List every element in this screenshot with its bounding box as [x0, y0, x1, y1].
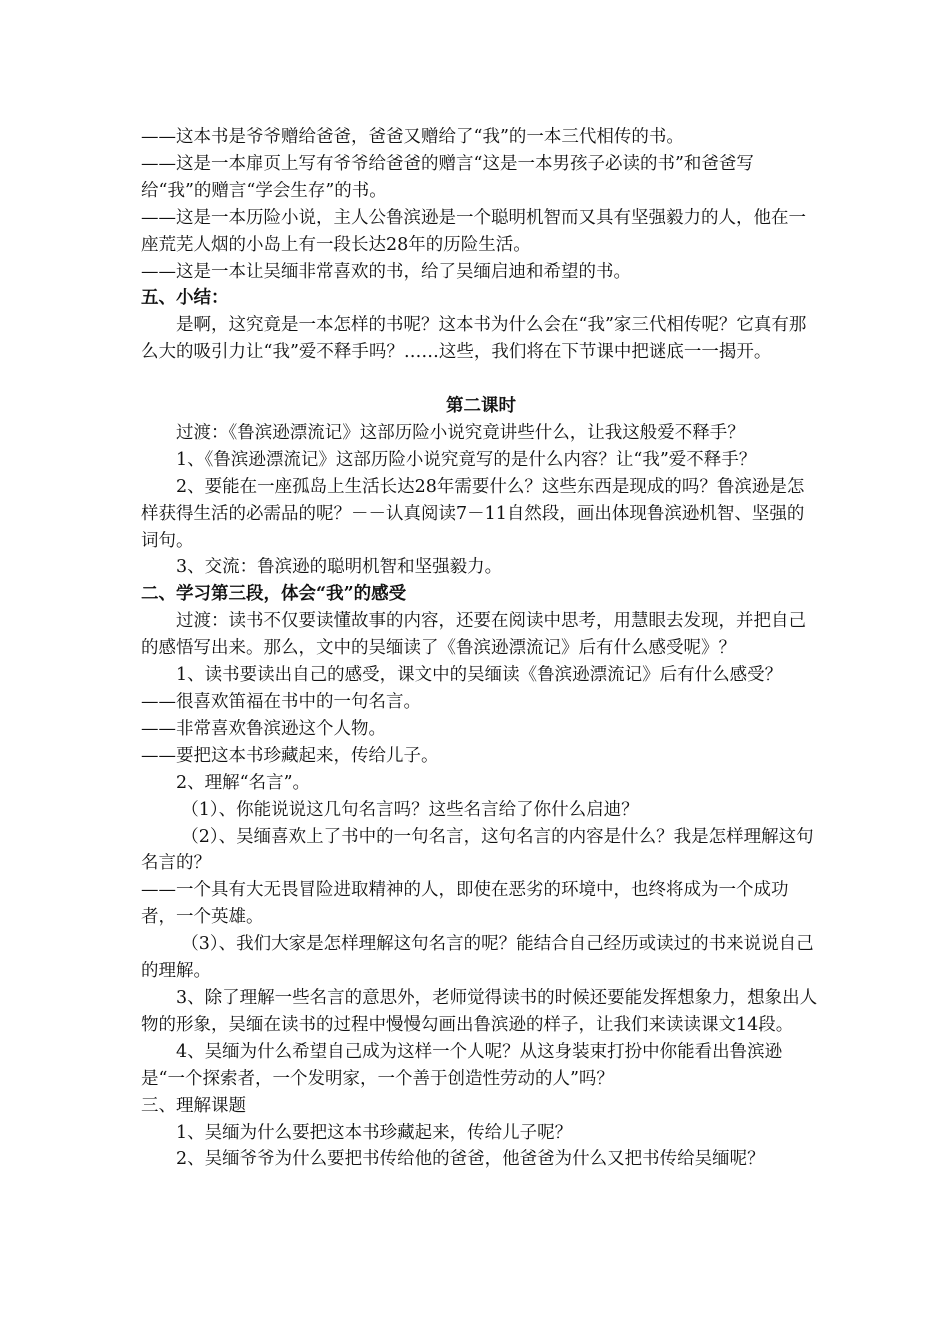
section-heading-part-two: 二、学习第三段，体会“我”的感受: [141, 584, 407, 605]
answer-line: ——这是一本扉页上写有爷爷给爸爸的赠言“这是一本男孩子必读的书”和爸爸写给“我”的赠言“学会生存”的书。: [141, 153, 754, 201]
section-heading-part-three: 三、理解课题: [141, 1095, 246, 1116]
sub-question: （3）、我们大家是怎样理解这句名言的呢？能结合自己经历或读过的书来说说自己的理解。: [141, 934, 814, 982]
sub-question: （1）、你能说说这几句名言吗？这些名言给了你什么启迪？: [181, 799, 639, 820]
question-paragraph: 3、交流：鲁滨逊的聪明机智和坚强毅力。: [176, 557, 503, 578]
question-paragraph: 3、除了理解一些名言的意思外，老师觉得读书的时候还要能发挥想象力，想象出人物的形象，吴缅在读书的过程中慢慢勾画出鲁滨逊的样子，让我们来读读课文14段。: [141, 987, 818, 1035]
summary-paragraph: 是啊，这究竟是一本怎样的书呢？这本书为什么会在“我”家三代相传呢？它真有那么大的吸引力让“我”爱不释手吗？……这些，我们将在下节课中把谜底一一揭开。: [141, 315, 807, 363]
answer-line: ——很喜欢笛福在书中的一句名言。: [141, 692, 421, 713]
question-paragraph: 1、读书要读出自己的感受，课文中的吴缅读《鲁滨逊漂流记》后有什么感受？: [176, 665, 783, 686]
answer-line: ——这是一本让吴缅非常喜欢的书，给了吴缅启迪和希望的书。: [141, 261, 631, 282]
sub-question: （2）、吴缅喜欢上了书中的一句名言，这句名言的内容是什么？我是怎样理解这句名言的？: [141, 826, 814, 874]
section-heading-summary: 五、小结：: [141, 288, 229, 309]
answer-line: ——这是一本历险小说，主人公鲁滨逊是一个聪明机智而又具有坚强毅力的人，他在一座荒芜人烟的小岛上有一段长达28年的历险生活。: [141, 207, 806, 255]
transition-paragraph: 过渡：《鲁滨逊漂流记》这部历险小说究竟讲些什么，让我这般爱不释手？: [176, 422, 745, 443]
question-paragraph: 1、《鲁滨逊漂流记》这部历险小说究竟写的是什么内容？让“我”爱不释手？: [176, 449, 757, 470]
answer-line: ——这本书是爷爷赠给爸爸，爸爸又赠给了“我”的一本三代相传的书。: [141, 127, 684, 147]
question-paragraph: 1、吴缅为什么要把这本书珍藏起来，传给儿子呢？: [176, 1122, 573, 1143]
answer-line: ——要把这本书珍藏起来，传给儿子。: [141, 745, 439, 766]
transition-paragraph: 过渡：读书不仅要读懂故事的内容，还要在阅读中思考，用慧眼去发现，并把自己的感悟写出来。那么，文中的吴缅读了《鲁滨逊漂流记》后有什么感受呢》？: [141, 611, 806, 659]
question-paragraph: 2、吴缅爷爷为什么要把书传给他的爸爸，他爸爸为什么又把书传给吴缅呢？: [176, 1149, 765, 1170]
blank-line: [141, 366, 821, 393]
answer-line: ——非常喜欢鲁滨逊这个人物。: [141, 718, 386, 739]
answer-line: ——一个具有大无畏冒险进取精神的人，即使在恶劣的环境中，也终将成为一个成功者，一个英雄。: [141, 880, 789, 928]
question-paragraph: 4、吴缅为什么希望自己成为这样一个人呢？从这身装束打扮中你能看出鲁滨逊是“一个探索者，一个发明家，一个善于创造性劳动的人”吗？: [141, 1041, 783, 1089]
document-body: [141, 124, 821, 1173]
question-paragraph: 2、要能在一座孤岛上生活长达28年需要什么？这些东西是现成的吗？鲁滨逊是怎样获得生活的必需品的呢？－－认真阅读7－11自然段，画出体现鲁滨逊机智、坚强的词句。: [141, 476, 805, 551]
question-paragraph: 2、理解“名言”。: [176, 772, 311, 793]
lesson-title: 第二课时: [446, 396, 516, 417]
